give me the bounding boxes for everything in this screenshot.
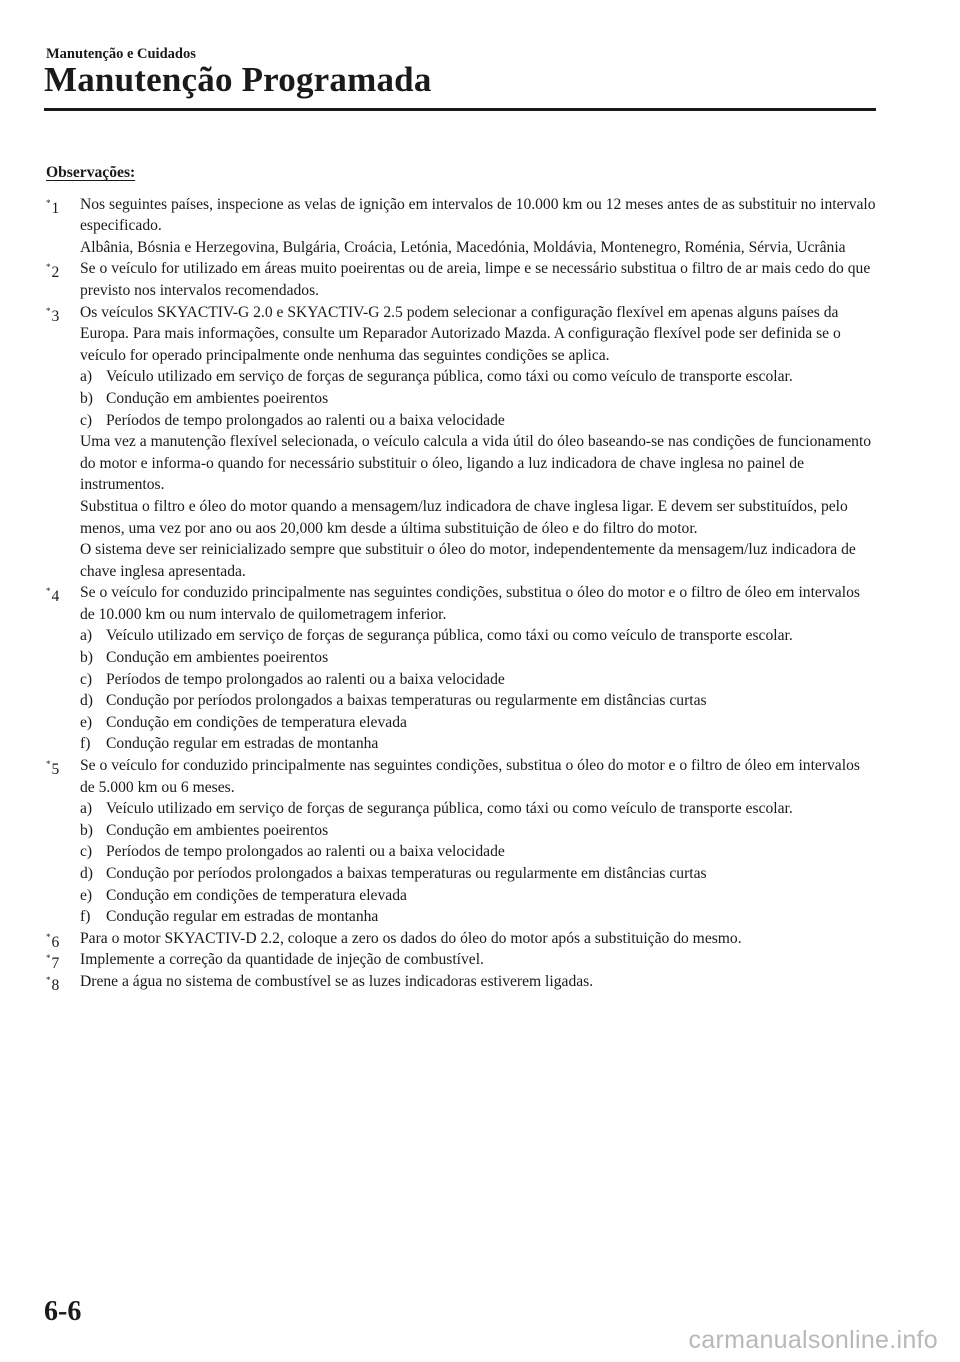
title-divider <box>44 108 876 111</box>
note-paragraph: Os veículos SKYACTIV-G 2.0 e SKYACTIV-G 2.5 podem selecionar a configuração flexível em apenas alguns países da Europa. Para mais informações, consulte um Reparador Autorizado Mazda. A configuração flexível pode ser definida se o veículo for operado principalmente onde nenhuma das seguintes condições se aplica. <box>80 303 841 364</box>
note-number: 3 <box>51 307 60 325</box>
condition-text: Condução regular em estradas de montanha <box>106 908 379 926</box>
condition-item <box>80 841 878 863</box>
note-paragraph: Albânia, Bósnia e Herzegovina, Bulgária, Croácia, Letónia, Macedónia, Moldávia, Montenegro, Roménia, Sérvia, Ucrânia <box>80 238 846 256</box>
notes-heading: Observações: <box>46 164 136 181</box>
condition-item <box>80 647 878 669</box>
condition-text: Veículo utilizado em serviço de forças de segurança pública, como táxi ou como veículo de transporte escolar. <box>106 368 793 386</box>
note-item <box>46 258 878 301</box>
condition-letter: d) <box>80 692 93 710</box>
condition-text: Condução em ambientes poeirentos <box>106 649 329 667</box>
condition-letter: e) <box>80 886 93 904</box>
watermark: carmanualsonline.info <box>688 1326 938 1354</box>
condition-item <box>80 863 878 885</box>
note-marker <box>46 971 59 997</box>
notes-list <box>46 194 878 993</box>
note-marker <box>46 258 59 284</box>
condition-item <box>80 798 878 820</box>
condition-letter: b) <box>80 821 93 839</box>
condition-text: Condução por períodos prolongados a baixas temperaturas ou regularmente em distâncias curtas <box>106 865 707 882</box>
condition-text: Períodos de tempo prolongados ao ralenti ou a baixa velocidade <box>106 843 505 861</box>
condition-item <box>80 733 878 755</box>
condition-item <box>80 410 878 432</box>
condition-item <box>80 820 878 842</box>
condition-letter: f) <box>80 735 91 753</box>
note-number: 7 <box>51 955 60 973</box>
section-label: Manutenção e Cuidados <box>46 46 196 62</box>
condition-letter: a) <box>80 627 93 645</box>
condition-text: Condução em ambientes poeirentos <box>106 821 329 839</box>
condition-letter: f) <box>80 908 91 926</box>
page-number: 6-6 <box>44 1296 82 1327</box>
condition-text: Condução em condições de temperatura elevada <box>106 713 407 731</box>
condition-text: Condução em condições de temperatura elevada <box>106 886 407 904</box>
condition-letter: c) <box>80 670 93 688</box>
note-item <box>46 755 878 928</box>
note-marker <box>46 582 59 608</box>
note-item <box>46 949 878 971</box>
asterisk-glyph: * <box>46 197 51 208</box>
note-paragraph: Uma vez a manutenção flexível selecionada, o veículo calcula a vida útil do óleo baseando-se nas condições de funcionamento do motor e informa-o quando for necessário substituir o óleo, ligando a luz indicadora de chave inglesa no painel de instrumentos. <box>80 433 872 494</box>
condition-letter: a) <box>80 800 93 818</box>
note-paragraph: Nos seguintes países, inspecione as velas de ignição em intervalos de 10.000 km ou 12 meses antes de as substituir no intervalo especificado. <box>80 195 876 235</box>
condition-item <box>80 885 878 907</box>
condition-item <box>80 669 878 691</box>
note-number: 1 <box>51 199 60 217</box>
condition-item <box>80 625 878 647</box>
condition-letter: b) <box>80 649 93 667</box>
asterisk-glyph: * <box>46 931 51 942</box>
condition-letter: a) <box>80 368 93 386</box>
asterisk-glyph: * <box>46 305 51 316</box>
condition-item <box>80 712 878 734</box>
note-paragraph: Se o veículo for conduzido principalmente nas seguintes condições, substitua o óleo do motor e o filtro de óleo em intervalos de 5.000 km ou 6 meses. <box>80 757 860 796</box>
note-paragraph: Drene a água no sistema de combustível se as luzes indicadoras estiverem ligadas. <box>80 972 594 990</box>
condition-text: Veículo utilizado em serviço de forças de segurança pública, como táxi ou como veículo de transporte escolar. <box>106 800 793 818</box>
note-marker <box>46 302 59 328</box>
notes-section <box>46 162 878 993</box>
condition-letter: d) <box>80 865 93 882</box>
condition-letter: b) <box>80 389 93 407</box>
note-number: 6 <box>51 933 60 951</box>
condition-text: Períodos de tempo prolongados ao ralenti ou a baixa velocidade <box>106 411 505 429</box>
note-number: 2 <box>51 264 60 282</box>
note-marker <box>46 755 59 781</box>
condition-text: Condução regular em estradas de montanha <box>106 735 379 753</box>
condition-text: Condução por períodos prolongados a baixas temperaturas ou regularmente em distâncias curtas <box>106 692 707 710</box>
note-paragraph: Substitua o filtro e óleo do motor quando a mensagem/luz indicadora de chave inglesa ligar. E devem ser substituídos, pelo menos, uma vez por ano ou aos 20,000 km desde a última substituição de óleo e do filtro do motor. <box>80 497 848 537</box>
note-number: 5 <box>51 761 60 779</box>
note-item <box>46 302 878 583</box>
condition-text: Veículo utilizado em serviço de forças de segurança pública, como táxi ou como veículo de transporte escolar. <box>106 627 793 645</box>
note-paragraph: Se o veículo for conduzido principalmente nas seguintes condições, substitua o óleo do motor e o filtro de óleo em intervalos de 10.000 km ou num intervalo de quilometragem inferior. <box>80 584 860 623</box>
note-number: 4 <box>51 588 60 606</box>
page-title: Manutenção Programada <box>44 60 432 99</box>
condition-letter: e) <box>80 713 93 731</box>
note-paragraph: Se o veículo for utilizado em áreas muito poeirentas ou de areia, limpe e se necessário substitua o filtro de ar mais cedo do que previsto nos intervalos recomendados. <box>80 260 871 299</box>
asterisk-glyph: * <box>46 953 51 964</box>
condition-item <box>80 690 878 712</box>
note-paragraph: Para o motor SKYACTIV-D 2.2, coloque a zero os dados do óleo do motor após a substituição do mesmo. <box>80 929 742 947</box>
note-item <box>46 971 878 993</box>
condition-item <box>80 906 878 928</box>
condition-text: Períodos de tempo prolongados ao ralenti ou a baixa velocidade <box>106 670 505 688</box>
asterisk-glyph: * <box>46 262 51 273</box>
condition-letter: c) <box>80 411 93 429</box>
note-number: 8 <box>51 977 60 995</box>
note-paragraph: Implemente a correção da quantidade de injeção de combustível. <box>80 951 484 969</box>
note-item <box>46 928 878 950</box>
asterisk-glyph: * <box>46 759 51 770</box>
condition-item <box>80 366 878 388</box>
asterisk-glyph: * <box>46 974 51 985</box>
condition-text: Condução em ambientes poeirentos <box>106 389 329 407</box>
asterisk-glyph: * <box>46 586 51 597</box>
note-item <box>46 194 878 259</box>
note-item <box>46 582 878 755</box>
note-paragraph: O sistema deve ser reinicializado sempre que substituir o óleo do motor, independentemente da mensagem/luz indicadora de chave inglesa apresentada. <box>80 541 856 580</box>
condition-letter: c) <box>80 843 93 861</box>
note-marker <box>46 194 59 220</box>
condition-item <box>80 388 878 410</box>
